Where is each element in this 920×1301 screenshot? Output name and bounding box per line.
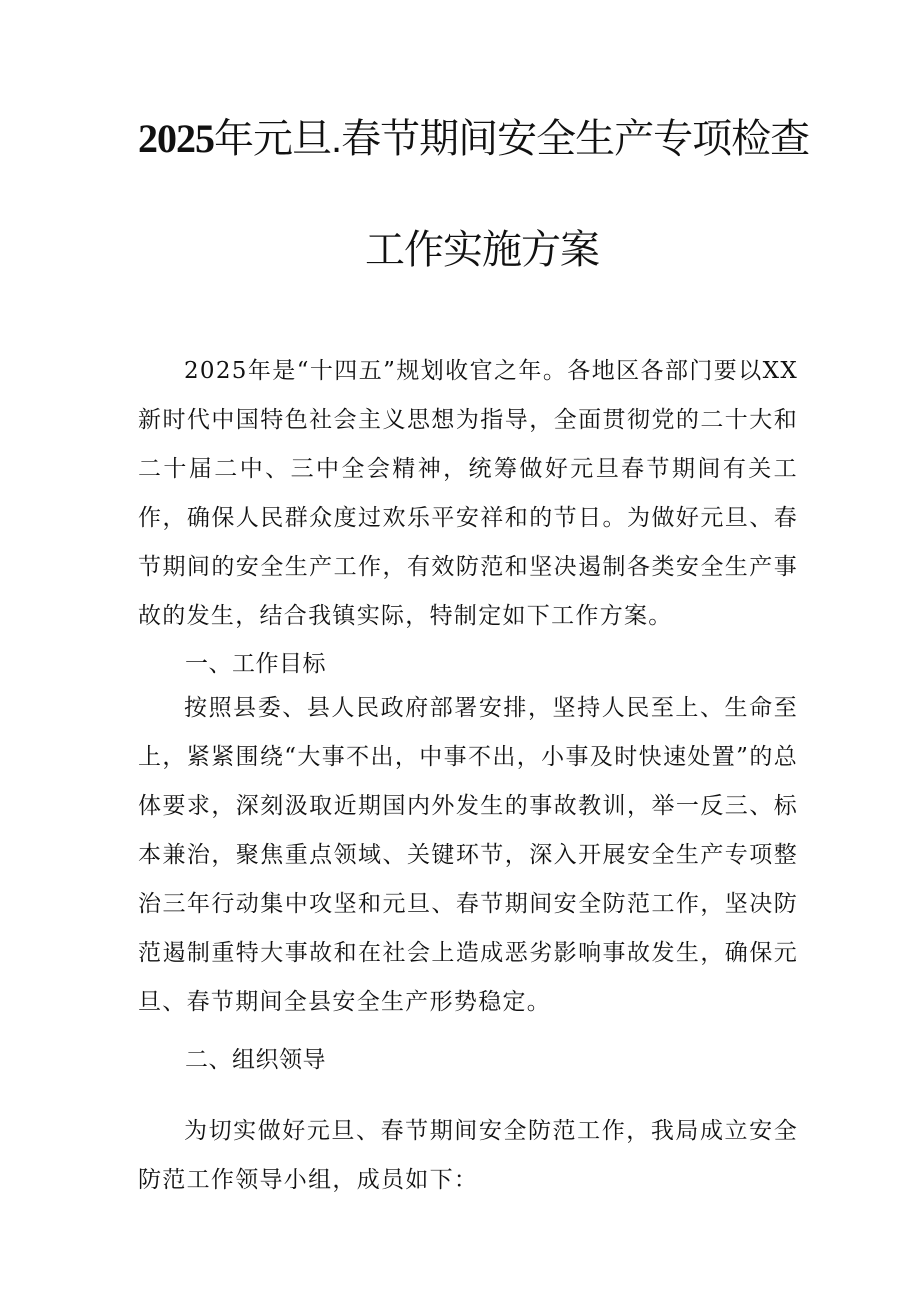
intro-paragraph: 2025年是“十四五”规划收官之年。各地区各部门要以XX新时代中国特色社会主义思想为指导，全面贯彻党的二十大和二十届二中、三中全会精神，统筹做好元旦春节期间有关工作，确保人民群众度过欢乐平安祥和的节日。为做好元旦、春节期间的安全生产工作，有效防范和坚决遏制各类安全生产事故的发生，结合我镇实际，特制定如下工作方案。 [138,358,798,629]
section-heading-organization: 二、组织领导 [185,1047,326,1073]
document-title-line-2: 工作实施方案 [365,228,599,272]
document-title-line-1 [138,115,838,163]
title-year: 2025 [138,116,214,161]
section-body-organization: 为切实做好元旦、春节期间安全防范工作，我局成立安全防范工作领导小组，成员如下： [138,1118,798,1193]
title-text: 年元旦.春节期间安全生产专项检查 [214,117,810,161]
section-body-work-goals: 按照县委、县人民政府部署安排，坚持人民至上、生命至上，紧紧围绕“大事不出，中事不出，小事及时快速处置”的总体要求，深刻汲取近期国内外发生的事故教训，举一反三、标本兼治，聚焦重点领域、关键环节，深入开展安全生产专项整治三年行动集中攻坚和元旦、春节期间安全防范工作，坚决防范遏制重特大事故和在社会上造成恶劣影响事故发生，确保元旦、春节期间全县安全生产形势稳定。 [138,695,798,1015]
section-heading-work-goals: 一、工作目标 [185,651,326,677]
